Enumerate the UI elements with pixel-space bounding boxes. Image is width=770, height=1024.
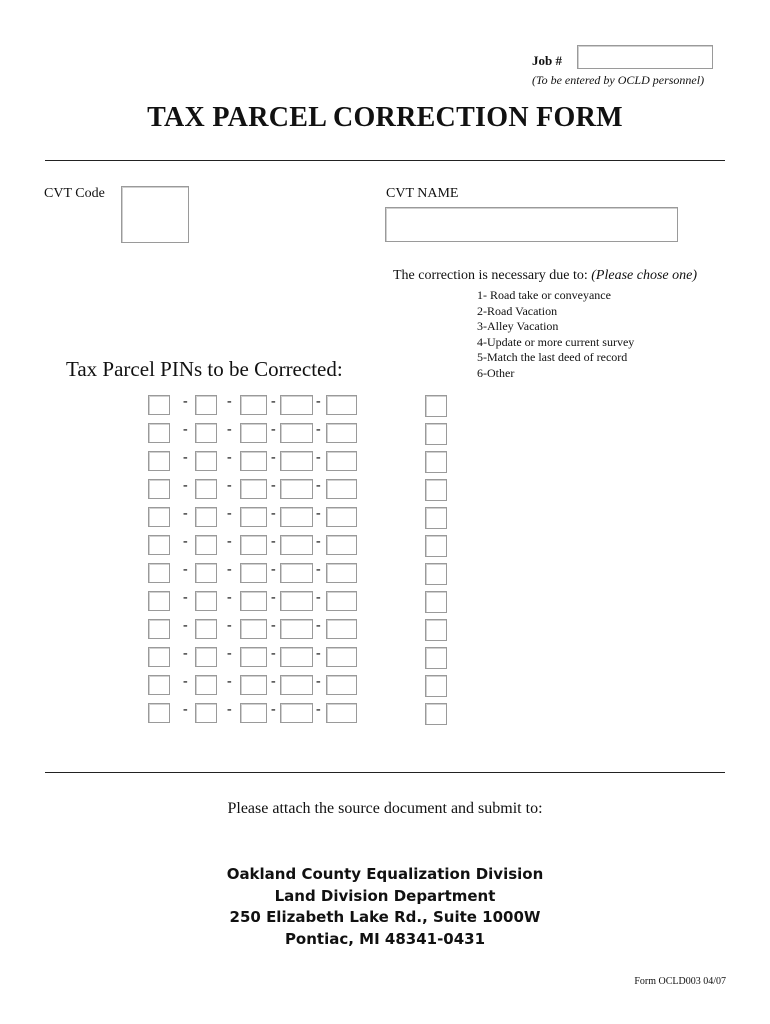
- pin-reason-box-row-5[interactable]: [425, 507, 447, 529]
- reason-option-4: 4-Update or more current survey: [477, 334, 635, 349]
- pin-segment-4-row-8[interactable]: [280, 591, 313, 611]
- pin-separator: -: [316, 646, 321, 661]
- reason-option-3: 3-Alley Vacation: [477, 319, 559, 333]
- pin-separator: -: [271, 590, 276, 605]
- pin-segment-5-row-9[interactable]: [326, 619, 357, 639]
- reason-option-1: 1- Road take or conveyance: [477, 288, 611, 302]
- pin-separator: -: [227, 450, 232, 465]
- pin-separator: -: [227, 562, 232, 577]
- pin-separator: -: [227, 702, 232, 717]
- pin-segment-1-row-1[interactable]: [148, 395, 170, 415]
- pin-segment-2-row-4[interactable]: [195, 479, 217, 499]
- pin-segment-4-row-10[interactable]: [280, 647, 313, 667]
- pin-segment-3-row-9[interactable]: [240, 619, 267, 639]
- form-identifier: Form OCLD003 04/07: [634, 976, 726, 987]
- pins-heading: Tax Parcel PINs to be Corrected:: [66, 357, 343, 381]
- pin-reason-box-row-9[interactable]: [425, 619, 447, 641]
- pin-segment-5-row-4[interactable]: [326, 479, 357, 499]
- pin-segment-5-row-6[interactable]: [326, 535, 357, 555]
- pin-segment-5-row-11[interactable]: [326, 675, 357, 695]
- reason-option-2: 2-Road Vacation: [477, 303, 558, 318]
- pin-segment-3-row-10[interactable]: [240, 647, 267, 667]
- form-title: TAX PARCEL CORRECTION FORM: [147, 102, 623, 133]
- pin-separator: -: [183, 478, 188, 493]
- address-line-3: 250 Elizabeth Lake Rd., Suite 1000W: [229, 908, 541, 926]
- pin-separator: -: [316, 590, 321, 605]
- pin-separator: -: [227, 506, 232, 521]
- pin-separator: -: [183, 450, 188, 465]
- correction-reason-list: [477, 288, 634, 381]
- pin-segment-2-row-11[interactable]: [195, 675, 217, 695]
- pin-separator: -: [316, 674, 321, 689]
- job-number-field[interactable]: [577, 45, 713, 69]
- pin-separator: -: [183, 646, 188, 661]
- top-divider: [45, 160, 725, 161]
- pin-segment-4-row-9[interactable]: [280, 619, 313, 639]
- pin-segment-4-row-5[interactable]: [280, 507, 313, 527]
- pin-segment-1-row-12[interactable]: [148, 703, 170, 723]
- pin-segment-5-row-8[interactable]: [326, 591, 357, 611]
- pin-segment-5-row-2[interactable]: [326, 423, 357, 443]
- pin-reason-box-row-2[interactable]: [425, 423, 447, 445]
- pin-segment-5-row-5[interactable]: [326, 507, 357, 527]
- pin-separator: -: [271, 450, 276, 465]
- pin-segment-3-row-8[interactable]: [240, 591, 267, 611]
- pin-separator: -: [183, 674, 188, 689]
- pin-segment-1-row-4[interactable]: [148, 479, 170, 499]
- pin-reason-box-row-7[interactable]: [425, 563, 447, 585]
- pin-segment-1-row-7[interactable]: [148, 563, 170, 583]
- pin-segment-4-row-6[interactable]: [280, 535, 313, 555]
- pin-segment-1-row-11[interactable]: [148, 675, 170, 695]
- pin-separator: -: [183, 422, 188, 437]
- pin-separator: -: [227, 478, 232, 493]
- pin-reason-box-row-4[interactable]: [425, 479, 447, 501]
- pin-segment-1-row-5[interactable]: [148, 507, 170, 527]
- pin-segment-1-row-3[interactable]: [148, 451, 170, 471]
- pin-separator: -: [227, 590, 232, 605]
- pin-separator: -: [271, 506, 276, 521]
- address-line-2: Land Division Department: [274, 886, 496, 905]
- pin-segment-3-row-12[interactable]: [240, 703, 267, 723]
- pin-separator: -: [316, 450, 321, 465]
- address-line-1: Oakland County Equalization Division: [226, 865, 544, 883]
- pin-separator: -: [183, 590, 188, 605]
- pin-segment-5-row-12[interactable]: [326, 703, 357, 723]
- pin-segment-5-row-7[interactable]: [326, 563, 357, 583]
- pin-segment-3-row-1[interactable]: [240, 395, 267, 415]
- pin-separator: -: [316, 478, 321, 493]
- pin-segment-2-row-5[interactable]: [195, 507, 217, 527]
- pin-segment-4-row-7[interactable]: [280, 563, 313, 583]
- correction-reason-note: (Please chose one): [591, 268, 697, 283]
- pin-segment-2-row-12[interactable]: [195, 703, 217, 723]
- pin-reason-box-row-1[interactable]: [425, 395, 447, 417]
- pin-segment-2-row-8[interactable]: [195, 591, 217, 611]
- pin-segment-1-row-2[interactable]: [148, 423, 170, 443]
- pin-separator: -: [183, 534, 188, 549]
- pin-separator: -: [271, 646, 276, 661]
- pin-separator: -: [183, 562, 188, 577]
- reason-option-6: 6-Other: [477, 365, 515, 380]
- pin-separator: -: [271, 394, 276, 409]
- pin-segment-4-row-1[interactable]: [280, 395, 313, 415]
- pin-segment-2-row-6[interactable]: [195, 535, 217, 555]
- pin-reason-box-row-8[interactable]: [425, 591, 447, 613]
- pin-separator: -: [183, 618, 188, 633]
- pin-separator: -: [316, 506, 321, 521]
- pin-segment-2-row-7[interactable]: [195, 563, 217, 583]
- pin-segment-1-row-8[interactable]: [148, 591, 170, 611]
- pin-segment-3-row-5[interactable]: [240, 507, 267, 527]
- pin-separator: -: [227, 674, 232, 689]
- pin-separator: -: [271, 562, 276, 577]
- job-number-label: Job #: [532, 53, 562, 68]
- pin-segment-5-row-1[interactable]: [326, 395, 357, 415]
- pin-separator: -: [316, 618, 321, 633]
- attach-instructions: Please attach the source document and submit to:: [227, 800, 543, 817]
- pin-segment-1-row-6[interactable]: [148, 535, 170, 555]
- correction-reason-heading: [393, 268, 697, 284]
- pin-separator: -: [227, 534, 232, 549]
- pin-separator: -: [316, 702, 321, 717]
- pin-separator: -: [316, 422, 321, 437]
- pin-segment-4-row-12[interactable]: [280, 703, 313, 723]
- pin-segment-3-row-4[interactable]: [240, 479, 267, 499]
- pin-segment-3-row-3[interactable]: [240, 451, 267, 471]
- pin-segment-4-row-11[interactable]: [280, 675, 313, 695]
- cvt-code-label: CVT Code: [44, 186, 105, 201]
- pin-segment-3-row-6[interactable]: [240, 535, 267, 555]
- pin-segment-2-row-3[interactable]: [195, 451, 217, 471]
- pin-segment-3-row-11[interactable]: [240, 675, 267, 695]
- pin-separator: -: [183, 702, 188, 717]
- pin-segment-2-row-1[interactable]: [195, 395, 217, 415]
- pin-segment-5-row-3[interactable]: [326, 451, 357, 471]
- pin-separator: -: [271, 534, 276, 549]
- cvt-code-field[interactable]: [121, 186, 189, 243]
- pin-separator: -: [316, 562, 321, 577]
- pin-segment-4-row-3[interactable]: [280, 451, 313, 471]
- pin-reason-box-row-12[interactable]: [425, 703, 447, 725]
- reason-option-5: 5-Match the last deed of record: [477, 350, 628, 364]
- pin-segment-1-row-10[interactable]: [148, 647, 170, 667]
- pin-segment-1-row-9[interactable]: [148, 619, 170, 639]
- mailing-address: [0, 864, 770, 950]
- pin-separator: -: [227, 618, 232, 633]
- pin-segment-4-row-2[interactable]: [280, 423, 313, 443]
- pin-reason-box-row-6[interactable]: [425, 535, 447, 557]
- pin-separator: -: [316, 394, 321, 409]
- pin-separator: -: [271, 702, 276, 717]
- pin-separator: -: [271, 674, 276, 689]
- pin-separator: -: [271, 422, 276, 437]
- pin-segment-2-row-10[interactable]: [195, 647, 217, 667]
- pin-separator: -: [227, 394, 232, 409]
- pin-segment-3-row-7[interactable]: [240, 563, 267, 583]
- pin-reason-box-row-10[interactable]: [425, 647, 447, 669]
- pin-separator: -: [271, 618, 276, 633]
- pin-reason-box-row-3[interactable]: [425, 451, 447, 473]
- cvt-name-label: CVT NAME: [386, 186, 459, 201]
- pin-separator: -: [183, 394, 188, 409]
- pin-separator: -: [316, 534, 321, 549]
- pin-segment-3-row-2[interactable]: [240, 423, 267, 443]
- address-line-4: Pontiac, MI 48341-0431: [284, 929, 486, 948]
- cvt-name-field[interactable]: [385, 207, 678, 242]
- pin-reason-box-row-11[interactable]: [425, 675, 447, 697]
- pin-segment-5-row-10[interactable]: [326, 647, 357, 667]
- correction-reason-text: The correction is necessary due to:: [393, 268, 588, 283]
- bottom-divider: [45, 772, 725, 773]
- pin-separator: -: [227, 422, 232, 437]
- pin-segment-4-row-4[interactable]: [280, 479, 313, 499]
- pin-segment-2-row-9[interactable]: [195, 619, 217, 639]
- pin-separator: -: [183, 506, 188, 521]
- pin-segment-2-row-2[interactable]: [195, 423, 217, 443]
- pin-separator: -: [227, 646, 232, 661]
- job-number-note: (To be entered by OCLD personnel): [532, 73, 705, 87]
- pin-separator: -: [271, 478, 276, 493]
